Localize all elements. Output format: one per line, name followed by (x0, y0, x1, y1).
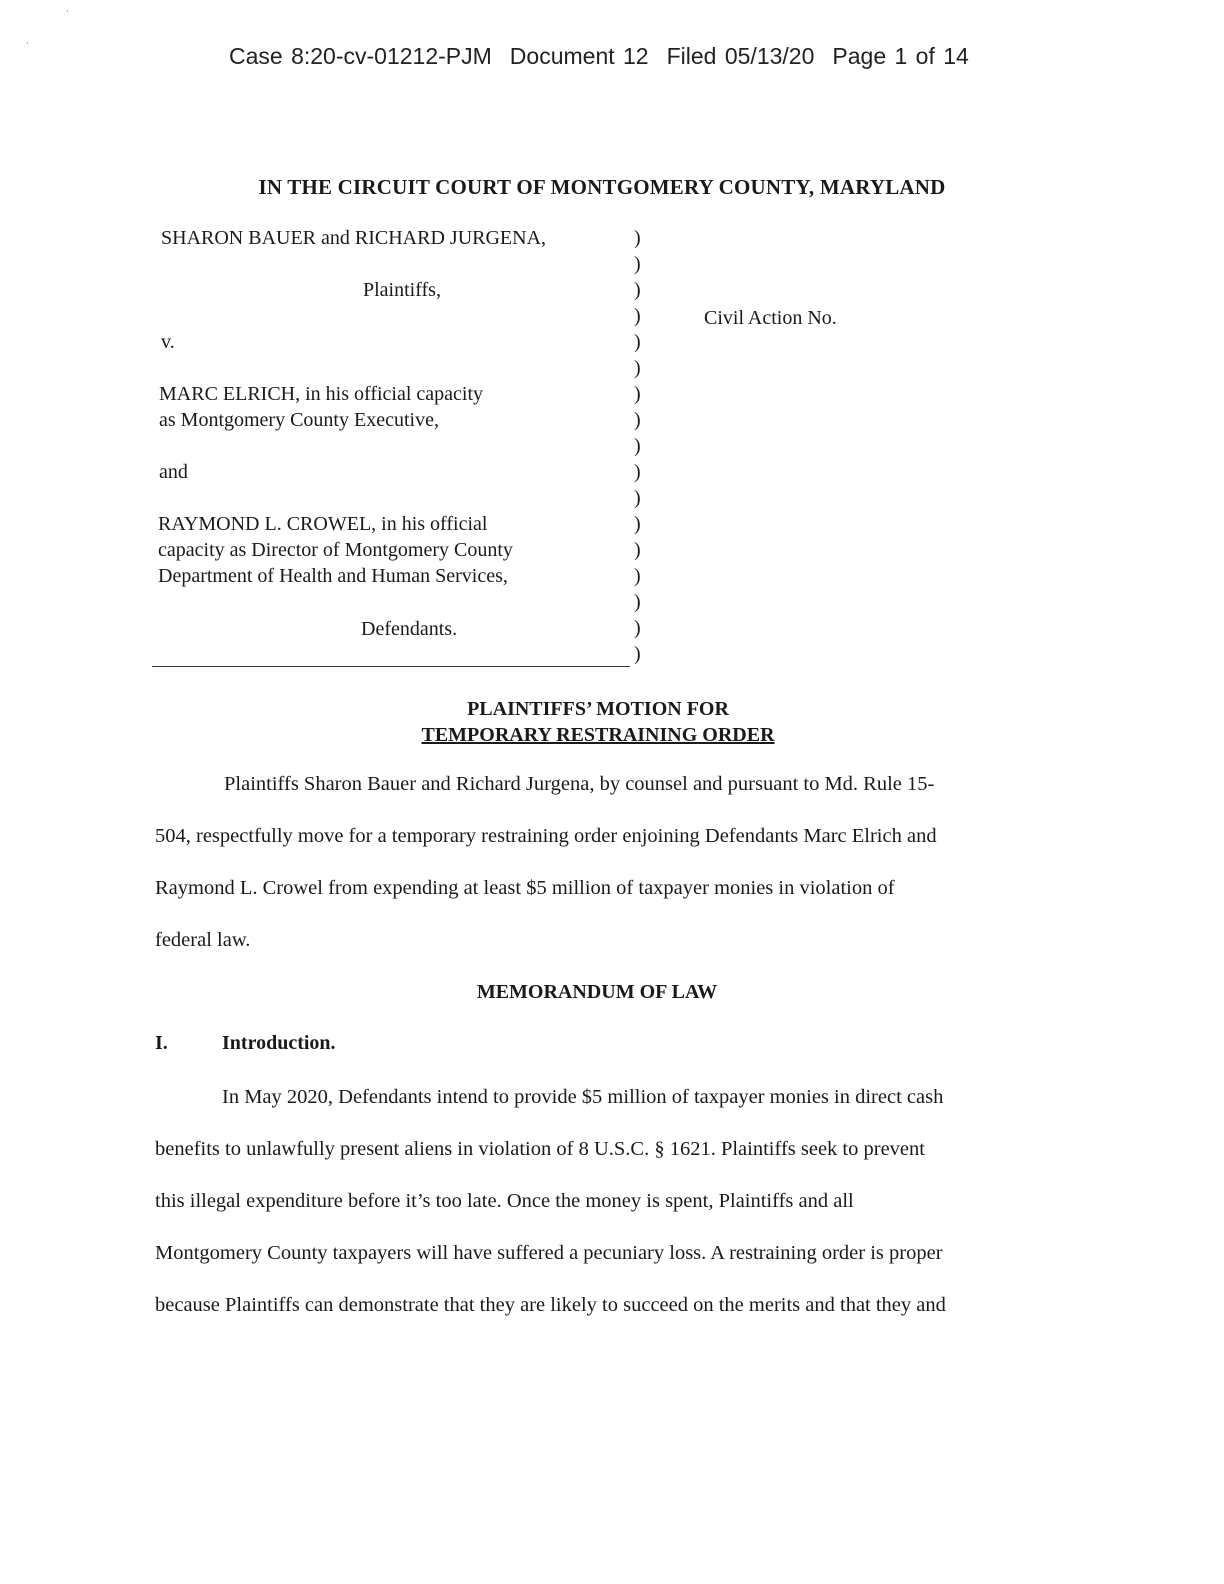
case-number: Case 8:20-cv-01212-PJM (229, 43, 492, 69)
caption-paren: ) (634, 643, 641, 665)
caption-paren: ) (634, 565, 641, 587)
defendant-2-line-1: RAYMOND L. CROWEL, in his official (158, 513, 488, 535)
body-line: Plaintiffs Sharon Bauer and Richard Jurgena, by counsel and pursuant to Md. Rule 15- (224, 773, 935, 795)
page-number: Page 1 of 14 (832, 43, 969, 69)
caption-paren: ) (634, 227, 641, 249)
body-line: Montgomery County taxpayers will have suffered a pecuniary loss. A restraining order is proper (155, 1242, 943, 1264)
caption-paren: ) (634, 539, 641, 561)
scan-mark: · (26, 38, 29, 48)
section-title: Introduction. (222, 1032, 336, 1054)
body-line: federal law. (155, 929, 251, 951)
caption-paren: ) (634, 383, 641, 405)
defendant-2-line-3: Department of Health and Human Services, (158, 565, 508, 587)
body-line: Raymond L. Crowel from expending at least $5 million of taxpayer monies in violation of (155, 877, 895, 899)
caption-paren: ) (634, 461, 641, 483)
motion-title-line-2: TEMPORARY RESTRAINING ORDER (421, 724, 775, 746)
caption-paren: ) (634, 253, 641, 275)
filed-date: Filed 05/13/20 (666, 43, 815, 69)
body-line: benefits to unlawfully present aliens in violation of 8 U.S.C. § 1621. Plaintiffs seek to prevent (155, 1138, 925, 1160)
caption-divider (152, 666, 630, 667)
caption-paren: ) (634, 357, 641, 379)
defendant-1-line-1: MARC ELRICH, in his official capacity (159, 383, 484, 405)
caption-paren: ) (634, 513, 641, 535)
caption-paren: ) (634, 279, 641, 301)
versus: v. (161, 331, 175, 353)
body-line: 504, respectfully move for a temporary restraining order enjoining Defendants Marc Elrich and (155, 825, 937, 847)
court-title: IN THE CIRCUIT COURT OF MONTGOMERY COUNTY, MARYLAND (258, 175, 946, 199)
caption-paren: ) (634, 435, 641, 457)
caption-parentheses (634, 225, 641, 667)
caption-paren: ) (634, 331, 641, 353)
plaintiffs-label: Plaintiffs, (363, 279, 441, 301)
body-line: In May 2020, Defendants intend to provide $5 million of taxpayer monies in direct cash (222, 1086, 944, 1108)
plaintiffs-names: SHARON BAUER and RICHARD JURGENA, (161, 227, 547, 249)
caption-paren: ) (634, 305, 641, 327)
caption-paren: ) (634, 487, 641, 509)
caption-paren: ) (634, 591, 641, 613)
motion-title-line-1: PLAINTIFFS’ MOTION FOR (467, 698, 729, 720)
defendant-1-line-2: as Montgomery County Executive, (159, 409, 439, 431)
motion-title (0, 696, 1196, 748)
and-conjunction: and (159, 461, 188, 483)
ecf-header (229, 43, 987, 70)
caption-paren: ) (634, 617, 641, 639)
body-line: this illegal expenditure before it’s too late. Once the money is spent, Plaintiffs and all (155, 1190, 854, 1212)
body-line: because Plaintiffs can demonstrate that they are likely to succeed on the merits and that they and (155, 1294, 946, 1316)
section-number: I. (155, 1032, 168, 1054)
caption-paren: ) (634, 409, 641, 431)
document-number: Document 12 (509, 43, 649, 69)
civil-action-number: Civil Action No. (704, 307, 837, 329)
memorandum-title: MEMORANDUM OF LAW (476, 981, 718, 1003)
defendants-label: Defendants. (361, 618, 458, 640)
defendant-2-line-2: capacity as Director of Montgomery County (158, 539, 513, 561)
scan-mark: · (66, 6, 69, 16)
